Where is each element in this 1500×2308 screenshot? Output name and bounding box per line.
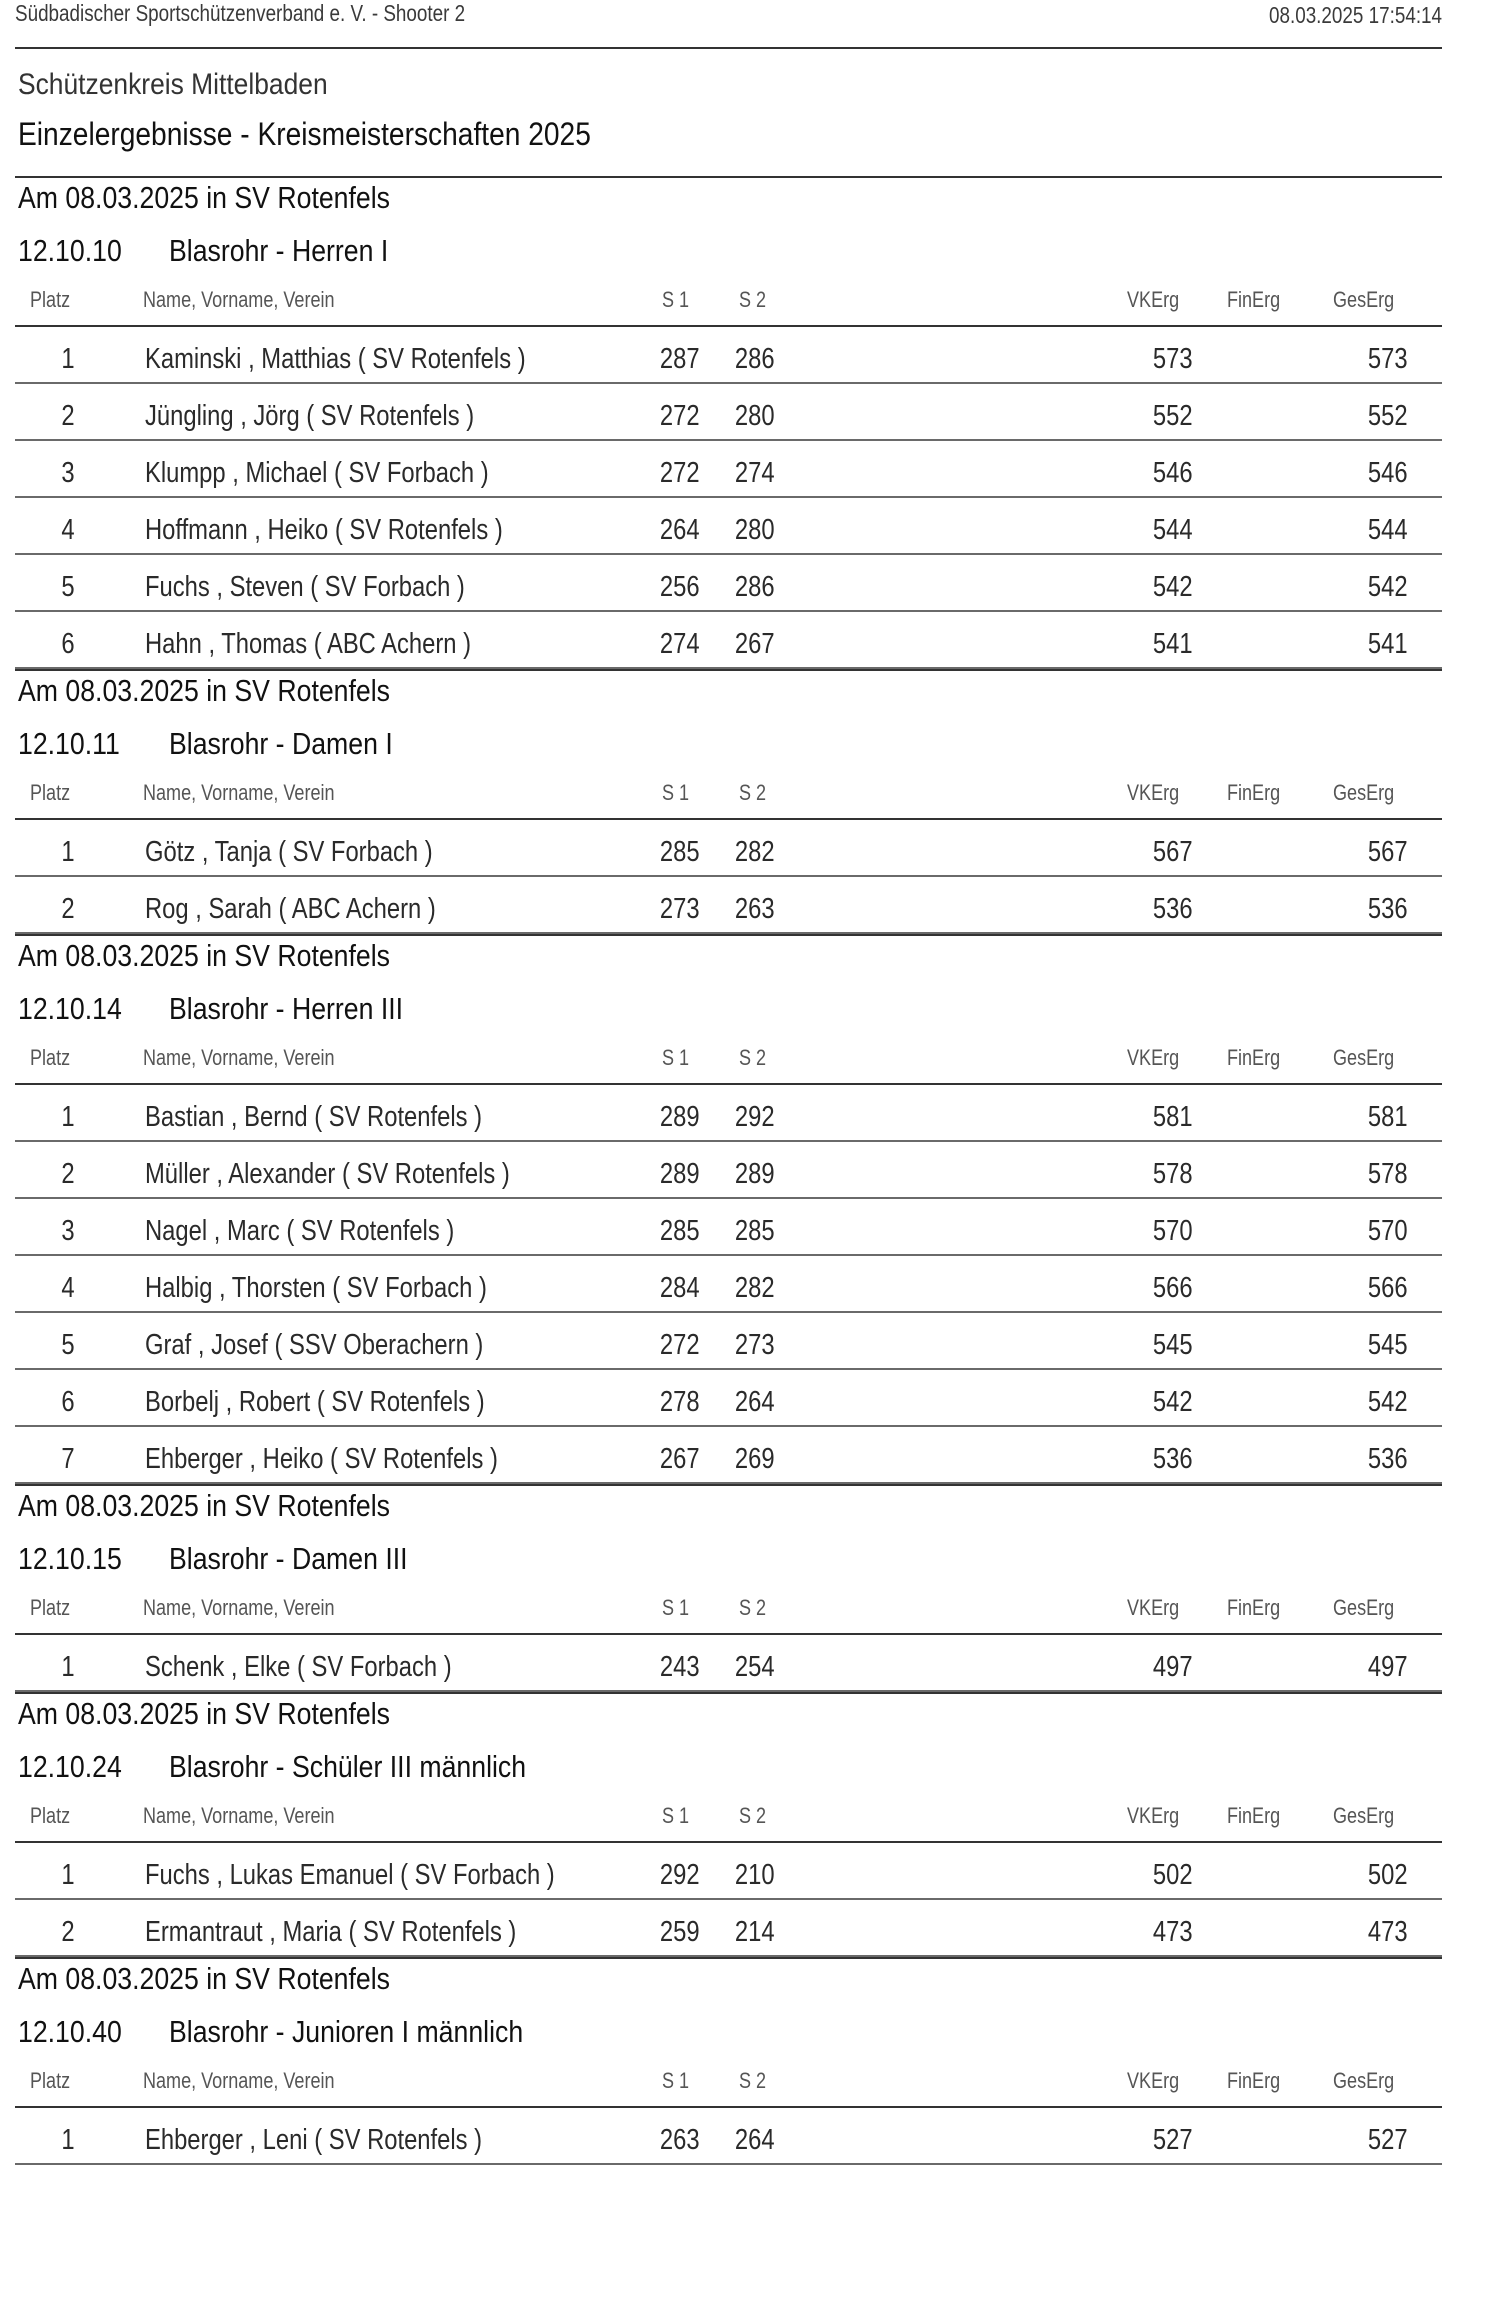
series1-cell: 259 <box>659 1916 700 1948</box>
header-divider <box>15 47 1442 49</box>
table-row <box>0 1142 1500 1199</box>
series1-cell: 272 <box>659 1329 700 1361</box>
rank-cell: 2 <box>61 893 75 925</box>
series1-cell: 256 <box>659 571 700 603</box>
rank-cell: 3 <box>61 1215 75 1247</box>
series2-cell: 285 <box>734 1215 775 1247</box>
section-divider <box>15 669 1442 671</box>
competition-name: Blasrohr - Damen I <box>169 726 393 761</box>
shooter-name-cell: Ehberger , Heiko ( SV Rotenfels ) <box>145 1443 498 1475</box>
result-rows <box>0 1085 1500 1484</box>
competition-code: 12.10.14 <box>18 991 122 1026</box>
section-divider <box>15 934 1442 936</box>
col-header-platz: Platz <box>30 1595 71 1620</box>
table-row <box>0 877 1500 934</box>
competition-section <box>0 669 1500 934</box>
shooter-name-cell: Fuchs , Steven ( SV Forbach ) <box>145 571 465 603</box>
series1-cell: 274 <box>659 628 700 660</box>
shooter-name-cell: Klumpp , Michael ( SV Forbach ) <box>145 457 489 489</box>
section-divider <box>15 1957 1442 1959</box>
table-row <box>0 1843 1500 1900</box>
result-rows <box>0 1843 1500 1957</box>
col-header-s2: S 2 <box>739 1803 767 1828</box>
col-header-s1: S 1 <box>662 1595 690 1620</box>
table-row <box>0 1085 1500 1142</box>
series1-cell: 264 <box>659 514 700 546</box>
competition-code: 12.10.11 <box>18 726 120 761</box>
series1-cell: 292 <box>659 1859 700 1891</box>
table-row <box>0 1199 1500 1256</box>
col-header-finerg: FinErg <box>1227 780 1281 805</box>
vkerg-cell: 546 <box>1152 457 1193 489</box>
geserg-cell: 545 <box>1367 1329 1408 1361</box>
series2-cell: 280 <box>734 400 775 432</box>
shooter-name-cell: Borbelj , Robert ( SV Rotenfels ) <box>145 1386 485 1418</box>
vkerg-cell: 473 <box>1152 1916 1193 1948</box>
series1-cell: 278 <box>659 1386 700 1418</box>
geserg-cell: 473 <box>1367 1916 1408 1948</box>
table-row <box>0 384 1500 441</box>
shooter-name-cell: Müller , Alexander ( SV Rotenfels ) <box>145 1158 510 1190</box>
geserg-cell: 541 <box>1367 628 1408 660</box>
rank-cell: 2 <box>61 1916 75 1948</box>
rank-cell: 3 <box>61 457 75 489</box>
section-date-venue: Am 08.03.2025 in SV Rotenfels <box>18 180 390 215</box>
series2-cell: 282 <box>734 1272 775 1304</box>
col-header-finerg: FinErg <box>1227 1045 1281 1070</box>
col-header-geserg: GesErg <box>1333 2068 1395 2093</box>
vkerg-cell: 542 <box>1152 571 1193 603</box>
shooter-name-cell: Ehberger , Leni ( SV Rotenfels ) <box>145 2124 483 2156</box>
section-divider <box>15 176 1442 178</box>
col-header-geserg: GesErg <box>1333 287 1395 312</box>
col-header-platz: Platz <box>30 2068 71 2093</box>
table-row <box>0 441 1500 498</box>
competition-code: 12.10.24 <box>18 1749 122 1784</box>
shooter-name-cell: Hoffmann , Heiko ( SV Rotenfels ) <box>145 514 503 546</box>
rank-cell: 5 <box>61 571 75 603</box>
competition-section <box>0 176 1500 669</box>
geserg-cell: 573 <box>1367 343 1408 375</box>
col-header-s2: S 2 <box>739 1045 767 1070</box>
col-header-name: Name, Vorname, Verein <box>143 2068 335 2093</box>
section-divider <box>15 1692 1442 1694</box>
shooter-name-cell: Fuchs , Lukas Emanuel ( SV Forbach ) <box>145 1859 555 1891</box>
col-header-geserg: GesErg <box>1333 1045 1395 1070</box>
series2-cell: 267 <box>734 628 775 660</box>
rank-cell: 6 <box>61 1386 75 1418</box>
shooter-name-cell: Jüngling , Jörg ( SV Rotenfels ) <box>145 400 475 432</box>
table-row <box>0 1256 1500 1313</box>
rank-cell: 1 <box>61 2124 75 2156</box>
col-header-platz: Platz <box>30 1045 71 1070</box>
vkerg-cell: 578 <box>1152 1158 1193 1190</box>
vkerg-cell: 581 <box>1152 1101 1193 1133</box>
competition-section <box>0 1957 1500 2165</box>
rank-cell: 1 <box>61 343 75 375</box>
col-header-s2: S 2 <box>739 2068 767 2093</box>
series1-cell: 272 <box>659 457 700 489</box>
table-row <box>0 498 1500 555</box>
vkerg-cell: 527 <box>1152 2124 1193 2156</box>
rank-cell: 7 <box>61 1443 75 1475</box>
rank-cell: 1 <box>61 1101 75 1133</box>
vkerg-cell: 542 <box>1152 1386 1193 1418</box>
series1-cell: 267 <box>659 1443 700 1475</box>
series2-cell: 210 <box>734 1859 775 1891</box>
series1-cell: 284 <box>659 1272 700 1304</box>
section-divider <box>15 1484 1442 1486</box>
competition-name: Blasrohr - Junioren I männlich <box>169 2014 524 2049</box>
competition-name: Blasrohr - Herren I <box>169 233 389 268</box>
col-header-s1: S 1 <box>662 1045 690 1070</box>
table-row <box>0 555 1500 612</box>
col-header-vkerg: VKErg <box>1127 780 1180 805</box>
col-header-s1: S 1 <box>662 1803 690 1828</box>
table-row <box>0 1427 1500 1484</box>
section-date-venue: Am 08.03.2025 in SV Rotenfels <box>18 1961 390 1996</box>
table-row <box>0 1370 1500 1427</box>
series2-cell: 280 <box>734 514 775 546</box>
shooter-name-cell: Götz , Tanja ( SV Forbach ) <box>145 836 433 868</box>
col-header-name: Name, Vorname, Verein <box>143 780 335 805</box>
col-header-name: Name, Vorname, Verein <box>143 1045 335 1070</box>
shooter-name-cell: Rog , Sarah ( ABC Achern ) <box>145 893 436 925</box>
table-row <box>0 612 1500 669</box>
competition-code: 12.10.10 <box>18 233 122 268</box>
col-header-vkerg: VKErg <box>1127 1045 1180 1070</box>
series1-cell: 289 <box>659 1158 700 1190</box>
vkerg-cell: 502 <box>1152 1859 1193 1891</box>
geserg-cell: 581 <box>1367 1101 1408 1133</box>
geserg-cell: 542 <box>1367 1386 1408 1418</box>
table-row <box>0 820 1500 877</box>
rank-cell: 6 <box>61 628 75 660</box>
section-date-venue: Am 08.03.2025 in SV Rotenfels <box>18 1696 390 1731</box>
vkerg-cell: 566 <box>1152 1272 1193 1304</box>
table-row <box>0 1900 1500 1957</box>
col-header-geserg: GesErg <box>1333 1803 1395 1828</box>
col-header-platz: Platz <box>30 780 71 805</box>
competition-section <box>0 934 1500 1484</box>
vkerg-cell: 545 <box>1152 1329 1193 1361</box>
competition-section <box>0 1484 1500 1692</box>
result-rows <box>0 1635 1500 1692</box>
rank-cell: 5 <box>61 1329 75 1361</box>
rank-cell: 2 <box>61 1158 75 1190</box>
series1-cell: 285 <box>659 836 700 868</box>
series2-cell: 286 <box>734 343 775 375</box>
series1-cell: 272 <box>659 400 700 432</box>
geserg-cell: 536 <box>1367 1443 1408 1475</box>
competition-code: 12.10.40 <box>18 2014 122 2049</box>
col-header-s2: S 2 <box>739 287 767 312</box>
col-header-s1: S 1 <box>662 2068 690 2093</box>
geserg-cell: 542 <box>1367 571 1408 603</box>
geserg-cell: 544 <box>1367 514 1408 546</box>
col-header-s1: S 1 <box>662 780 690 805</box>
shooter-name-cell: Nagel , Marc ( SV Rotenfels ) <box>145 1215 455 1247</box>
col-header-geserg: GesErg <box>1333 1595 1395 1620</box>
print-timestamp: 08.03.2025 17:54:14 <box>1268 2 1442 28</box>
series1-cell: 287 <box>659 343 700 375</box>
result-rows <box>0 2108 1500 2165</box>
result-rows <box>0 327 1500 669</box>
geserg-cell: 552 <box>1367 400 1408 432</box>
vkerg-cell: 544 <box>1152 514 1193 546</box>
geserg-cell: 546 <box>1367 457 1408 489</box>
series2-cell: 274 <box>734 457 775 489</box>
result-rows <box>0 820 1500 934</box>
rank-cell: 1 <box>61 1859 75 1891</box>
vkerg-cell: 570 <box>1152 1215 1193 1247</box>
vkerg-cell: 536 <box>1152 1443 1193 1475</box>
shooter-name-cell: Schenk , Elke ( SV Forbach ) <box>145 1651 452 1683</box>
col-header-name: Name, Vorname, Verein <box>143 1803 335 1828</box>
geserg-cell: 570 <box>1367 1215 1408 1247</box>
section-date-venue: Am 08.03.2025 in SV Rotenfels <box>18 1488 390 1523</box>
col-header-platz: Platz <box>30 287 71 312</box>
col-header-vkerg: VKErg <box>1127 1803 1180 1828</box>
table-row <box>0 327 1500 384</box>
geserg-cell: 567 <box>1367 836 1408 868</box>
competition-name: Blasrohr - Damen III <box>169 1541 408 1576</box>
series2-cell: 273 <box>734 1329 775 1361</box>
vkerg-cell: 541 <box>1152 628 1193 660</box>
section-date-venue: Am 08.03.2025 in SV Rotenfels <box>18 938 390 973</box>
rank-cell: 4 <box>61 1272 75 1304</box>
geserg-cell: 536 <box>1367 893 1408 925</box>
series2-cell: 289 <box>734 1158 775 1190</box>
series2-cell: 264 <box>734 1386 775 1418</box>
organization-name: Südbadischer Sportschützenverband e. V. - Shooter 2 <box>15 0 466 26</box>
col-header-finerg: FinErg <box>1227 2068 1281 2093</box>
series1-cell: 273 <box>659 893 700 925</box>
series2-cell: 269 <box>734 1443 775 1475</box>
page-title: Einzelergebnisse - Kreismeisterschaften 2025 <box>18 116 591 152</box>
series2-cell: 263 <box>734 893 775 925</box>
col-header-name: Name, Vorname, Verein <box>143 1595 335 1620</box>
col-header-finerg: FinErg <box>1227 1803 1281 1828</box>
col-header-finerg: FinErg <box>1227 1595 1281 1620</box>
series2-cell: 282 <box>734 836 775 868</box>
col-header-finerg: FinErg <box>1227 287 1281 312</box>
rank-cell: 2 <box>61 400 75 432</box>
geserg-cell: 566 <box>1367 1272 1408 1304</box>
col-header-vkerg: VKErg <box>1127 287 1180 312</box>
table-row <box>0 1313 1500 1370</box>
series2-cell: 214 <box>734 1916 775 1948</box>
col-header-geserg: GesErg <box>1333 780 1395 805</box>
series1-cell: 263 <box>659 2124 700 2156</box>
series1-cell: 243 <box>659 1651 700 1683</box>
vkerg-cell: 536 <box>1152 893 1193 925</box>
geserg-cell: 578 <box>1367 1158 1408 1190</box>
competition-section <box>0 1692 1500 1957</box>
rank-cell: 1 <box>61 1651 75 1683</box>
series2-cell: 254 <box>734 1651 775 1683</box>
table-row <box>0 2108 1500 2165</box>
series1-cell: 285 <box>659 1215 700 1247</box>
vkerg-cell: 497 <box>1152 1651 1193 1683</box>
col-header-s1: S 1 <box>662 287 690 312</box>
col-header-vkerg: VKErg <box>1127 1595 1180 1620</box>
section-date-venue: Am 08.03.2025 in SV Rotenfels <box>18 673 390 708</box>
table-row <box>0 1635 1500 1692</box>
col-header-s2: S 2 <box>739 780 767 805</box>
geserg-cell: 497 <box>1367 1651 1408 1683</box>
shooter-name-cell: Ermantraut , Maria ( SV Rotenfels ) <box>145 1916 517 1948</box>
col-header-s2: S 2 <box>739 1595 767 1620</box>
shooter-name-cell: Kaminski , Matthias ( SV Rotenfels ) <box>145 343 526 375</box>
series2-cell: 292 <box>734 1101 775 1133</box>
competition-name: Blasrohr - Herren III <box>169 991 404 1026</box>
series1-cell: 289 <box>659 1101 700 1133</box>
competition-name: Blasrohr - Schüler III männlich <box>169 1749 527 1784</box>
col-header-vkerg: VKErg <box>1127 2068 1180 2093</box>
vkerg-cell: 552 <box>1152 400 1193 432</box>
col-header-name: Name, Vorname, Verein <box>143 287 335 312</box>
shooter-name-cell: Graf , Josef ( SSV Oberachern ) <box>145 1329 484 1361</box>
competition-code: 12.10.15 <box>18 1541 122 1576</box>
district-name: Schützenkreis Mittelbaden <box>18 68 328 101</box>
rank-cell: 4 <box>61 514 75 546</box>
series2-cell: 264 <box>734 2124 775 2156</box>
row-divider <box>15 2163 1442 2165</box>
shooter-name-cell: Bastian , Bernd ( SV Rotenfels ) <box>145 1101 483 1133</box>
shooter-name-cell: Halbig , Thorsten ( SV Forbach ) <box>145 1272 487 1304</box>
vkerg-cell: 567 <box>1152 836 1193 868</box>
geserg-cell: 527 <box>1367 2124 1408 2156</box>
series2-cell: 286 <box>734 571 775 603</box>
col-header-platz: Platz <box>30 1803 71 1828</box>
shooter-name-cell: Hahn , Thomas ( ABC Achern ) <box>145 628 472 660</box>
rank-cell: 1 <box>61 836 75 868</box>
vkerg-cell: 573 <box>1152 343 1193 375</box>
geserg-cell: 502 <box>1367 1859 1408 1891</box>
